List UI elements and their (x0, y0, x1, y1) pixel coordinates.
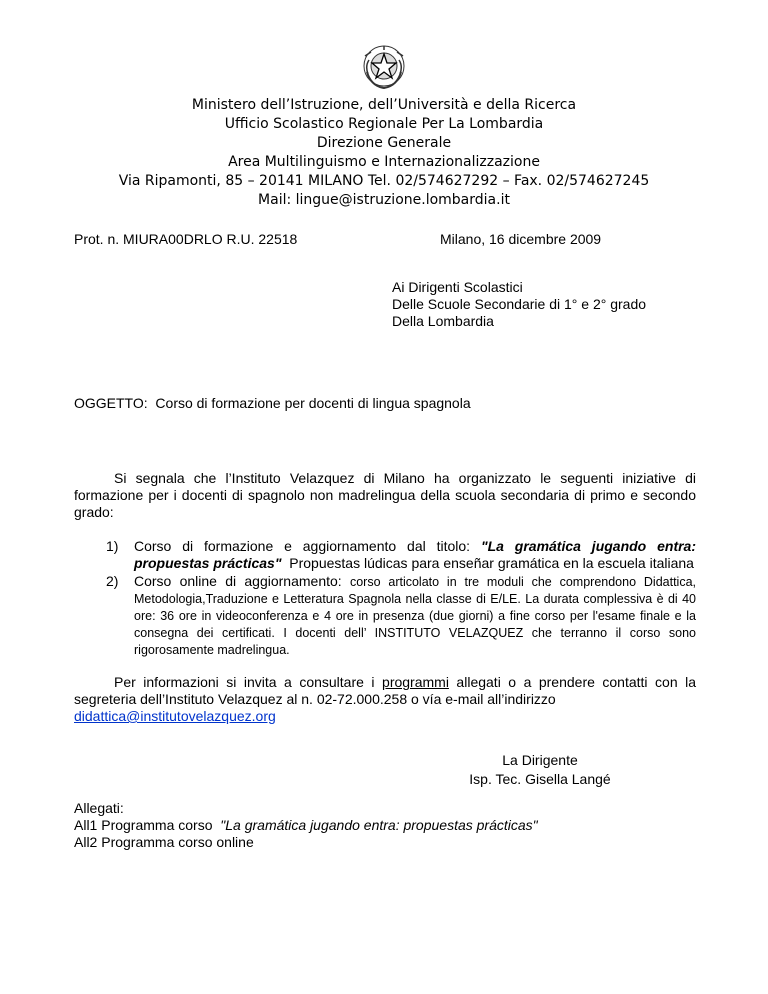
signature-block (420, 751, 660, 789)
initiatives-list (106, 538, 696, 658)
intro-text: Si segnala che l’Instituto Velazquez di Milano ha organizzato le seguenti iniziative di formazione per i docenti di spagnolo non madrelingua della scuola secondaria di primo e secondo grado: (74, 470, 696, 520)
attachment-item (74, 817, 538, 834)
list-item-lead: Corso online di aggiornamento: (134, 573, 350, 589)
letterhead-line-area: Area Multilinguismo e Internazionalizzazione (228, 154, 540, 170)
info-paragraph (74, 674, 696, 725)
attachment-title: "La gramática jugando entra: propuestas prácticas" (220, 817, 538, 833)
letterhead-line-mail: Mail: lingue@istruzione.lombardia.it (258, 192, 510, 208)
list-item-number: 1) (106, 538, 119, 554)
signature-name: Isp. Tec. Gisella Langé (469, 771, 611, 787)
list-item-number: 2) (106, 573, 119, 589)
list-item (106, 538, 696, 572)
letterhead-line-ministry: Ministero dell’Istruzione, dell’Università e della Ricerca (191, 97, 577, 113)
letterhead-line-office: Ufficio Scolastico Regionale Per La Lombardia (224, 116, 544, 132)
protocol-number: Prot. n. MIURA00DRLO R.U. 22518 (74, 231, 298, 247)
intro-paragraph (74, 470, 696, 521)
list-item-description: corso articolato in tre moduli che comprendono Didattica, Metodologia,Traduzione e Letteratura Spagnola nella classe di E/LE. La durata complessiva è di 40 ore: 36 ore in videoconferenza e 4 ore in presenza (due giorni) a fine corso per l'esame finale e la consegna dei certificati. I docenti dell’ INSTITUTO VELAZQUEZ che terranno il corso sono rigorosamente madrelingua. (134, 575, 696, 657)
place-date: Milano, 16 dicembre 2009 (440, 231, 602, 247)
list-item (106, 573, 696, 658)
attachments-heading: Allegati: (74, 800, 124, 816)
letterhead-line-address: Via Ripamonti, 85 – 20141 MILANO Tel. 02/574627292 – Fax. 02/574627245 (118, 173, 650, 189)
recipient-line: Ai Dirigenti Scolastici (392, 279, 523, 295)
course-title: "La gramática jugando entra: propuestas prácticas" (134, 538, 697, 571)
italian-republic-emblem (359, 42, 409, 92)
recipient-line: Delle Scuole Secondarie di 1° e 2° grado (392, 296, 647, 312)
attachment-item: All2 Programma corso online (74, 834, 254, 850)
attachments-block (74, 800, 538, 851)
subject-line: OGGETTO: Corso di formazione per docenti di lingua spagnola (74, 395, 471, 411)
programmi-word: programmi (382, 674, 449, 690)
contact-email-link[interactable]: didattica@institutovelazquez.org (74, 708, 276, 724)
list-item-description: Propuestas lúdicas para enseñar gramática en la escuela italiana (281, 555, 694, 571)
recipients-block (392, 279, 646, 330)
letterhead (0, 96, 768, 210)
recipient-line: Della Lombardia (392, 313, 494, 329)
list-item-lead: Corso di formazione e aggiornamento dal titolo: (134, 538, 481, 554)
letterhead-line-direction: Direzione Generale (316, 135, 452, 151)
info-text-start: Per informazioni si invita a consultare i (114, 674, 383, 690)
info-text-end: allegati o a prendere contatti con la segreteria dell’Instituto Velazquez al n. 02-72.000.258 o vía e-mail all’indirizzo (74, 674, 697, 707)
attachment-label: All1 Programma corso (74, 817, 221, 833)
signature-role: La Dirigente (502, 752, 578, 768)
